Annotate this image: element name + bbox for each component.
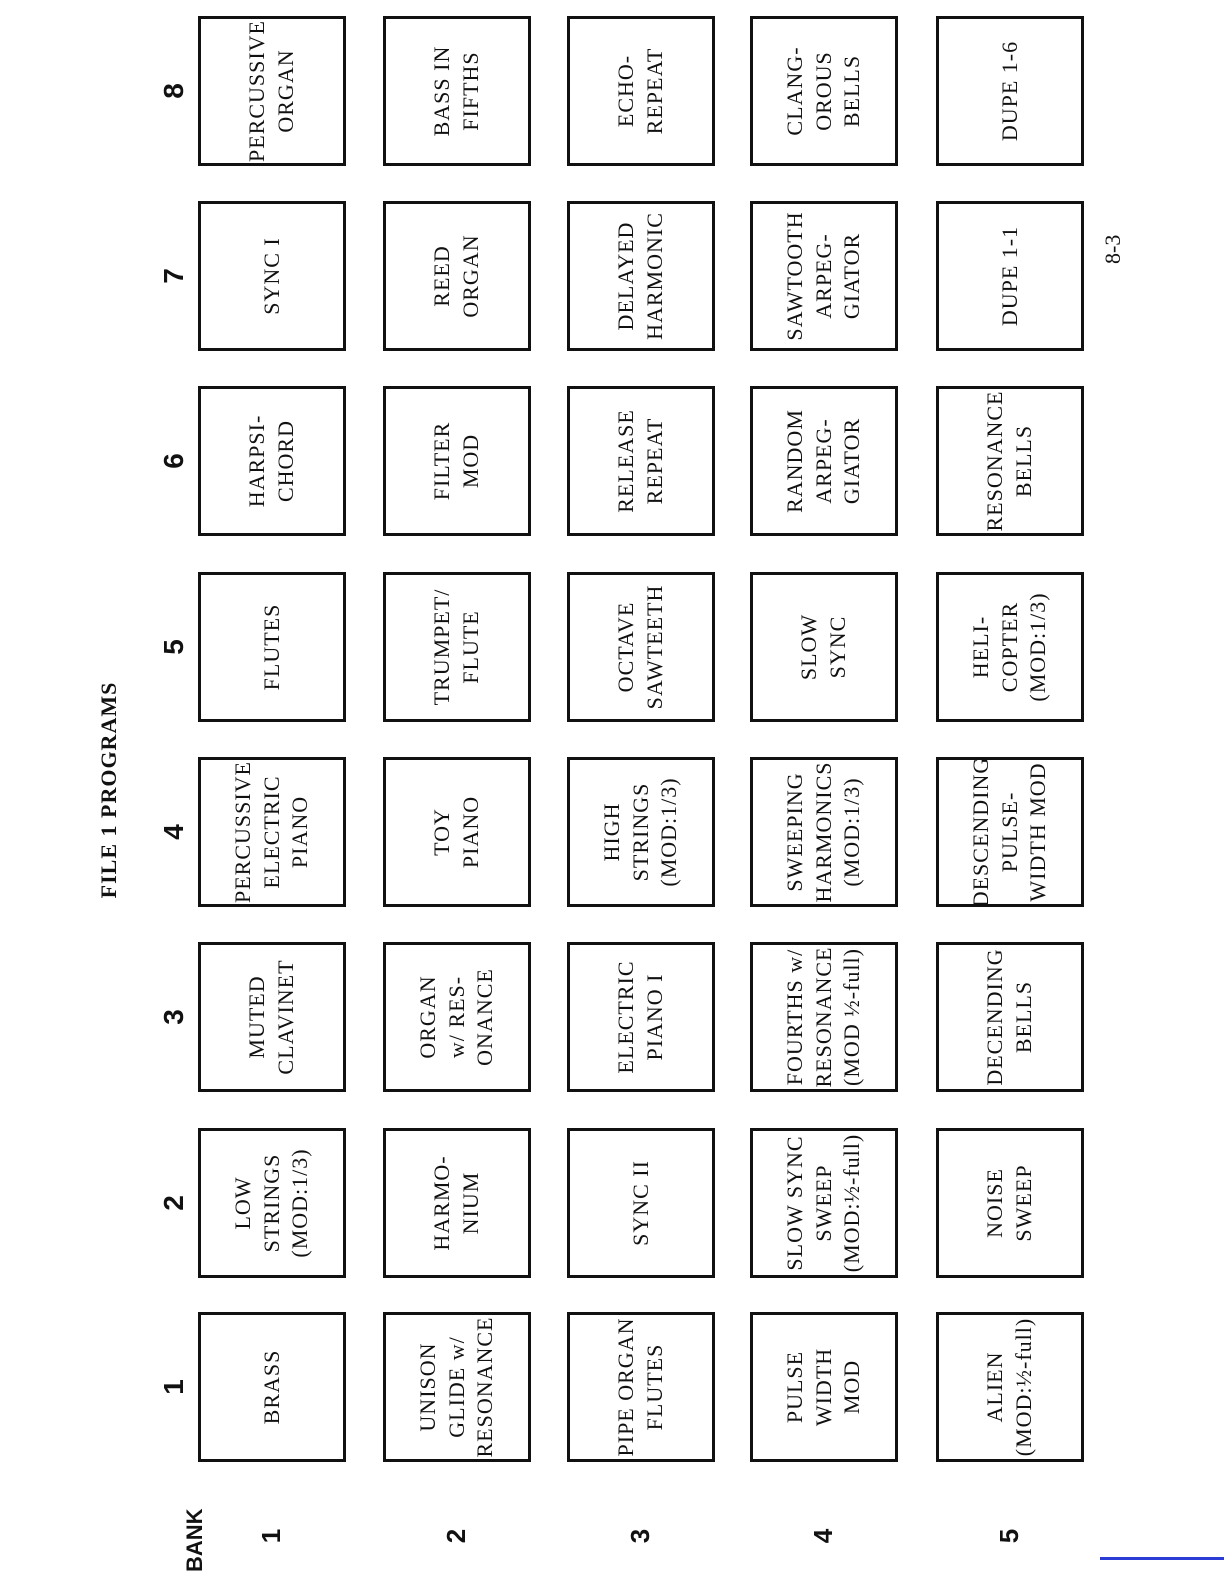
program-cell: [198, 572, 346, 722]
program-cell: [198, 201, 346, 351]
program-cell: [750, 942, 898, 1092]
program-name: SLOW SYNC: [796, 613, 850, 681]
program-name: RELEASE REPEAT: [613, 409, 667, 513]
page-number: 8-3: [1100, 234, 1125, 264]
program-name: TRUMPET/ FLUTE: [429, 588, 483, 706]
program-cell: [383, 1312, 531, 1462]
program-cell: [936, 386, 1084, 536]
program-cell: [750, 1312, 898, 1462]
program-cell: [936, 757, 1084, 907]
underline-mark: [1100, 1557, 1224, 1560]
program-cell: [567, 1312, 715, 1462]
program-cell: [198, 386, 346, 536]
page-title: FILE 1 PROGRAMS: [96, 681, 121, 899]
program-name: UNISON GLIDE w/ RESONANCE: [415, 1316, 498, 1458]
program-name: OCTAVE SAWTEETH: [613, 584, 667, 710]
program-cell: [198, 1128, 346, 1278]
program-cell: [750, 757, 898, 907]
program-name: LOW STRINGS (MOD:1/3): [230, 1148, 313, 1258]
program-name: TOY PIANO: [429, 795, 483, 869]
program-cell: [936, 1128, 1084, 1278]
program-name: RANDOM ARPEG- GIATOR: [782, 409, 865, 513]
program-name: DESCENDING PULSE- WIDTH MOD: [968, 756, 1051, 908]
bank-number-4: 4: [808, 1528, 838, 1544]
program-name: DECENDING BELLS: [982, 948, 1036, 1086]
program-name: DUPE 1-1: [996, 225, 1022, 327]
program-name: REED ORGAN: [429, 234, 483, 318]
program-cell: [383, 386, 531, 536]
program-cell: [383, 16, 531, 166]
program-name: HIGH STRINGS (MOD:1/3): [599, 777, 682, 887]
program-cell: [750, 1128, 898, 1278]
program-cell: [567, 16, 715, 166]
program-name: ORGAN w/ RES- ONANCE: [415, 968, 498, 1066]
program-cell: [750, 572, 898, 722]
column-number-4: 4: [158, 824, 189, 840]
program-cell: [198, 1312, 346, 1462]
program-cell: [198, 942, 346, 1092]
program-cell: [198, 16, 346, 166]
program-cell: [936, 1312, 1084, 1462]
column-number-5: 5: [158, 639, 189, 655]
program-name: RESONANCE BELLS: [982, 390, 1036, 532]
program-name: DUPE 1-6: [996, 40, 1022, 142]
program-name: PERCUSSIVE ORGAN: [244, 19, 298, 163]
program-name: FOURTHS w/ RESONANCE (MOD ½-full): [782, 946, 865, 1088]
program-name: FILTER MOD: [429, 421, 483, 501]
program-name: NOISE SWEEP: [982, 1164, 1036, 1242]
program-cell: [383, 572, 531, 722]
program-cell: [750, 16, 898, 166]
program-cell: [567, 572, 715, 722]
program-cell: [936, 16, 1084, 166]
column-number-8: 8: [158, 83, 189, 99]
program-name: HARPSI- CHORD: [244, 414, 298, 508]
program-name: PERCUSSIVE ELECTRIC PIANO: [230, 760, 313, 904]
program-cell: [750, 201, 898, 351]
program-cell: [567, 1128, 715, 1278]
program-name: PULSE WIDTH MOD: [782, 1347, 865, 1427]
program-name: DELAYED HARMONIC: [613, 212, 667, 340]
bank-header: BANK: [182, 1508, 207, 1572]
program-cell: [936, 572, 1084, 722]
program-name: HELI- COPTER (MOD:1/3): [968, 592, 1051, 702]
bank-number-2: 2: [441, 1528, 471, 1544]
program-cell: [567, 386, 715, 536]
program-cell: [567, 201, 715, 351]
program-name: CLANG- OROUS BELLS: [782, 46, 865, 136]
program-name: PIPE ORGAN FLUTES: [613, 1317, 667, 1457]
program-cell: [750, 386, 898, 536]
program-name: SAWTOOTH ARPEG- GIATOR: [782, 211, 865, 341]
program-cell: [383, 1128, 531, 1278]
program-cell: [936, 942, 1084, 1092]
column-number-6: 6: [158, 453, 189, 469]
program-cell: [383, 757, 531, 907]
program-name: MUTED CLAVINET: [244, 959, 298, 1075]
column-number-1: 1: [158, 1379, 189, 1395]
program-cell: [383, 942, 531, 1092]
program-name: BRASS: [258, 1349, 284, 1425]
program-name: FLUTES: [258, 603, 284, 691]
program-cell: [936, 201, 1084, 351]
program-name: HARMO- NIUM: [429, 1155, 483, 1251]
bank-number-5: 5: [994, 1528, 1024, 1544]
program-name: SYNC I: [258, 237, 284, 315]
program-cell: [567, 757, 715, 907]
program-name: SYNC II: [627, 1160, 653, 1246]
program-name: SLOW SYNC SWEEP (MOD:½-full): [782, 1133, 865, 1273]
column-number-7: 7: [158, 268, 189, 284]
program-name: SWEEPING HARMONICS (MOD:1/3): [782, 761, 865, 903]
program-cell: [567, 942, 715, 1092]
column-number-3: 3: [158, 1009, 189, 1025]
program-name: ECHO- REPEAT: [613, 47, 667, 135]
program-name: ALIEN (MOD:½-full): [982, 1317, 1036, 1457]
program-cell: [383, 201, 531, 351]
column-number-2: 2: [158, 1195, 189, 1211]
bank-number-1: 1: [256, 1528, 286, 1544]
program-name: BASS IN FIFTHS: [429, 45, 483, 137]
bank-number-3: 3: [625, 1528, 655, 1544]
program-cell: [198, 757, 346, 907]
program-name: ELECTRIC PIANO I: [613, 960, 667, 1074]
